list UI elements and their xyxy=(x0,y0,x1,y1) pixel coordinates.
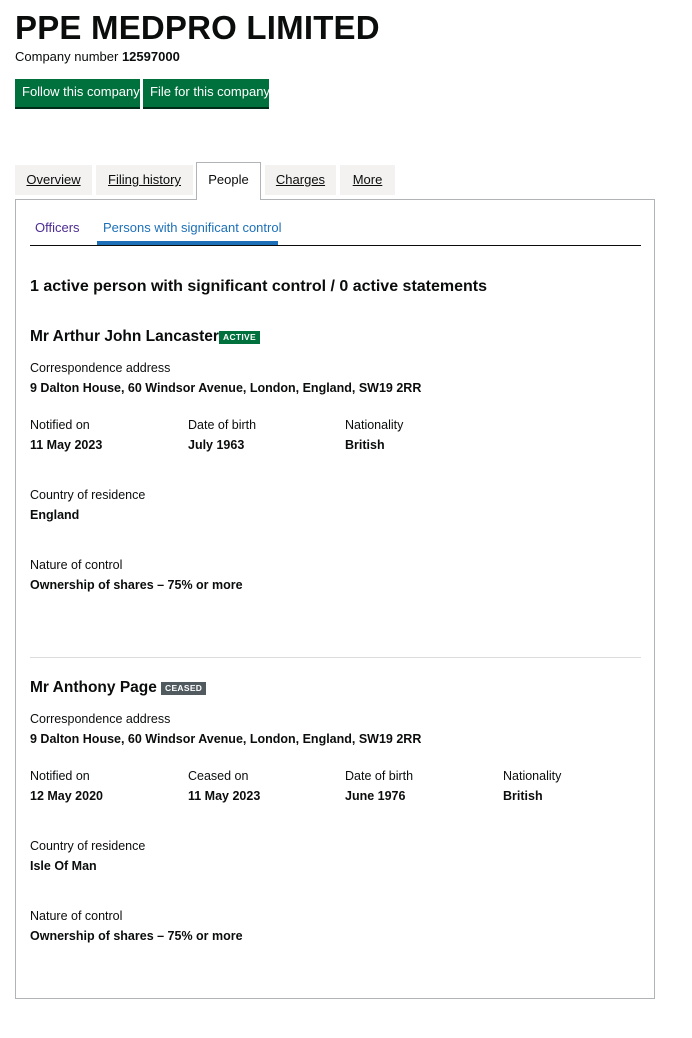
nationality-value: British xyxy=(345,438,385,452)
control-label: Nature of control xyxy=(30,558,123,572)
control-value: Ownership of shares – 75% or more xyxy=(30,578,243,592)
person-name[interactable]: Mr Anthony Page xyxy=(30,679,157,696)
subtab-officers[interactable]: Officers xyxy=(35,220,80,235)
company-number xyxy=(15,49,180,65)
notified-label: Notified on xyxy=(30,769,90,783)
dob-label: Date of birth xyxy=(345,769,414,783)
psc-summary-heading: 1 active person with significant control / 0 active statements xyxy=(30,278,488,295)
subtab-psc[interactable]: Persons with significant control xyxy=(103,220,282,235)
tab-overview[interactable]: Overview xyxy=(15,165,92,195)
person-name[interactable]: Mr Arthur John Lancaster xyxy=(30,328,219,345)
dob-value: June 1976 xyxy=(345,789,406,803)
tab-filing-history[interactable]: Filing history xyxy=(96,165,193,195)
notified-value: 11 May 2023 xyxy=(30,438,103,452)
company-number-label: Company number xyxy=(15,49,119,64)
person-divider xyxy=(30,657,641,658)
ceased-label: Ceased on xyxy=(188,769,249,783)
notified-label: Notified on xyxy=(30,418,90,432)
address-label: Correspondence address xyxy=(30,712,171,726)
company-number-value: 12597000 xyxy=(121,49,180,64)
dob-label: Date of birth xyxy=(188,418,257,432)
tab-charges[interactable]: Charges xyxy=(265,165,336,195)
company-title: PPE MEDPRO LIMITED xyxy=(15,9,380,46)
address-value: 9 Dalton House, 60 Windsor Avenue, London, England, SW19 2RR xyxy=(30,381,422,395)
nationality-label: Nationality xyxy=(503,769,562,783)
status-badge: CEASED xyxy=(161,682,206,695)
address-value: 9 Dalton House, 60 Windsor Avenue, London, England, SW19 2RR xyxy=(30,732,422,746)
control-label: Nature of control xyxy=(30,909,123,923)
ceased-value: 11 May 2023 xyxy=(188,789,261,803)
control-value: Ownership of shares – 75% or more xyxy=(30,929,243,943)
subtab-divider xyxy=(30,245,641,246)
residence-value: Isle Of Man xyxy=(30,859,97,873)
residence-value: England xyxy=(30,508,80,522)
follow-company-button[interactable]: Follow this company xyxy=(15,79,140,107)
dob-value: July 1963 xyxy=(188,438,245,452)
status-badge: ACTIVE xyxy=(219,331,260,344)
notified-value: 12 May 2020 xyxy=(30,789,103,803)
residence-label: Country of residence xyxy=(30,839,146,853)
tab-more[interactable]: More xyxy=(340,165,395,195)
nationality-value: British xyxy=(503,789,543,803)
file-for-company-button[interactable]: File for this company xyxy=(143,79,269,107)
address-label: Correspondence address xyxy=(30,361,171,375)
nationality-label: Nationality xyxy=(345,418,404,432)
tab-people[interactable]: People xyxy=(196,162,261,200)
residence-label: Country of residence xyxy=(30,488,146,502)
people-panel xyxy=(15,199,655,999)
